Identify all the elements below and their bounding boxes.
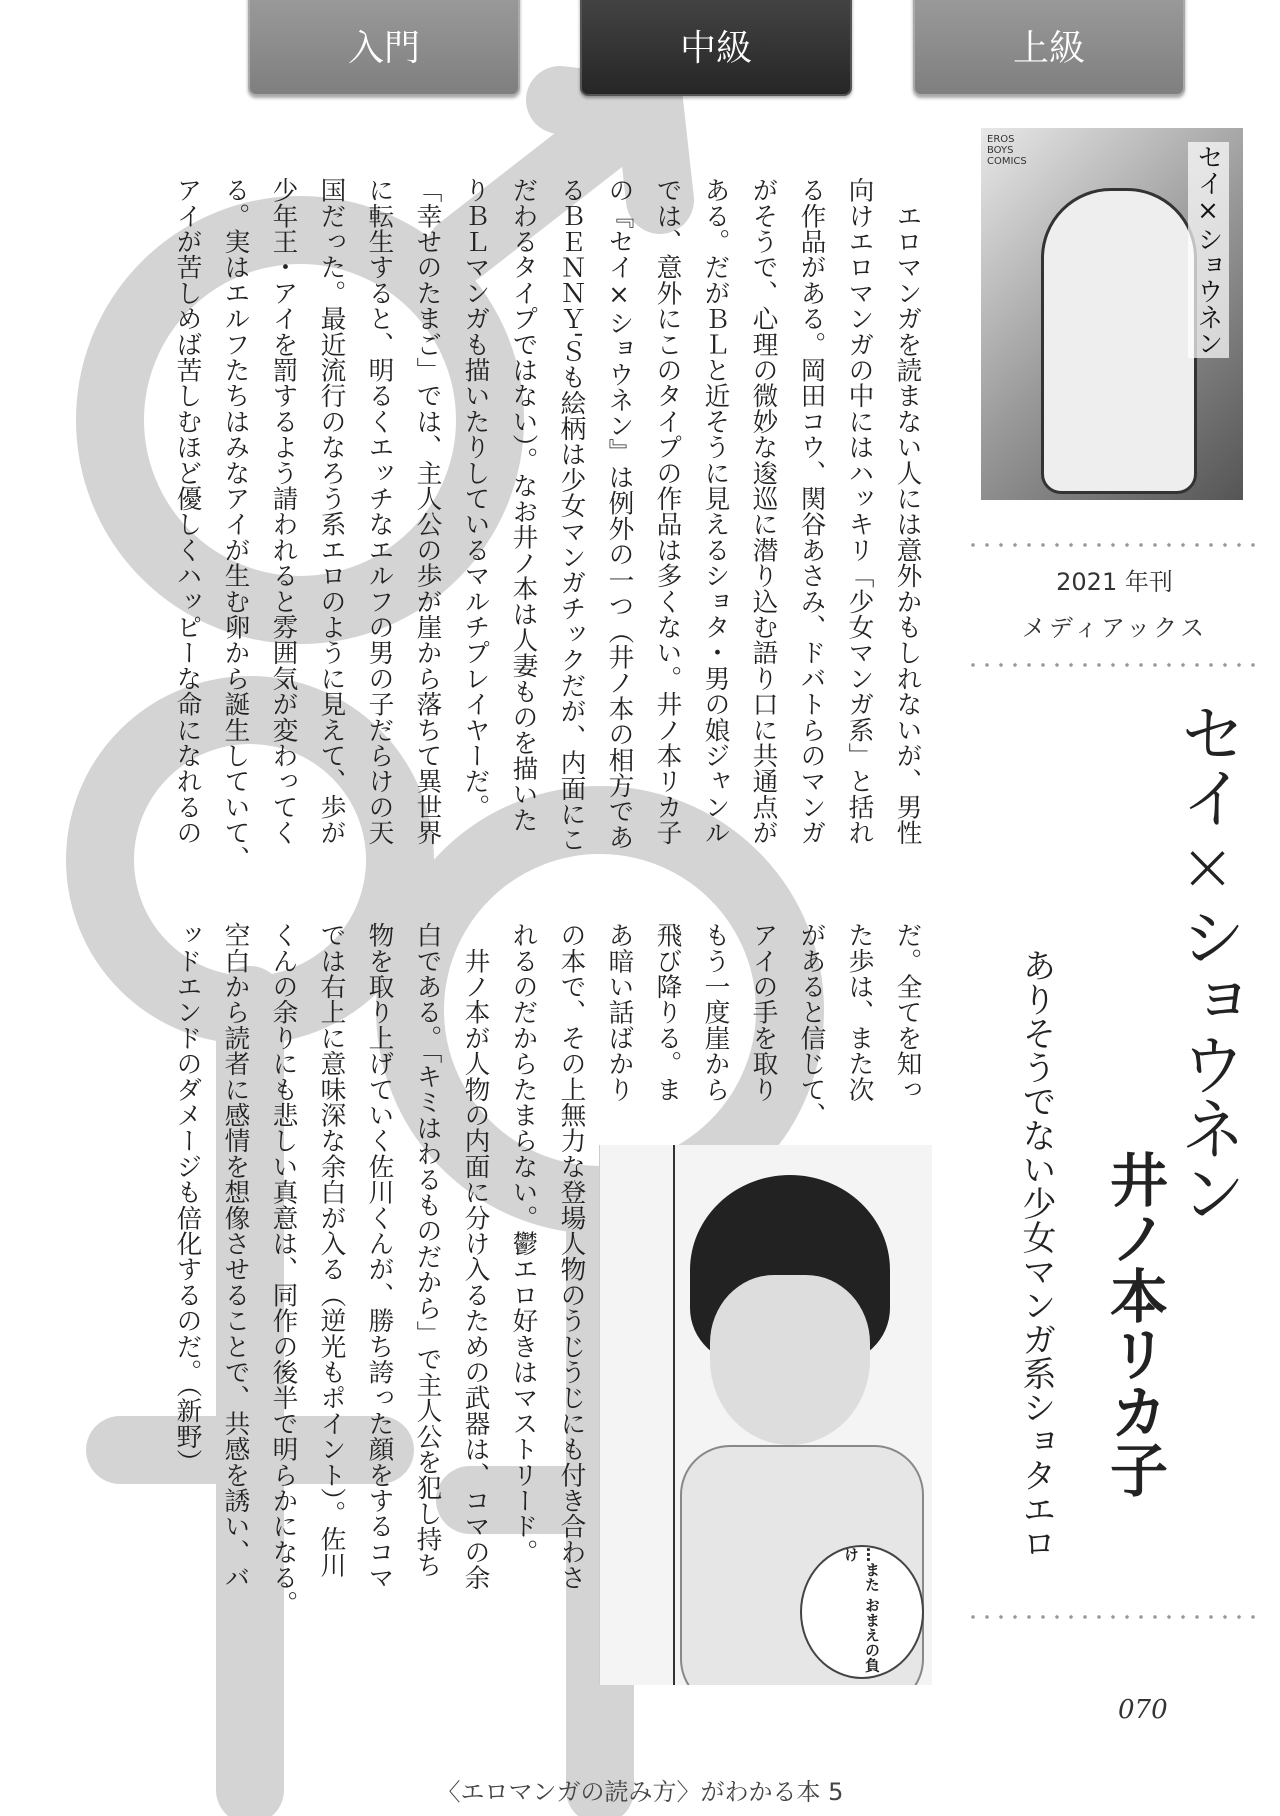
- text-column: 向けエロマンガの中にはハッキリ「少女マンガ系」と括れ: [844, 177, 874, 846]
- tab-label: 入門: [347, 27, 420, 69]
- text-column: では、意外にこのタイプの作品は多くない。井ノ本リカ子: [652, 177, 682, 846]
- dotted-divider: [966, 540, 1263, 550]
- text-column: もう一度崖から: [700, 922, 730, 1102]
- text-column: だ。全てを知っ: [892, 922, 922, 1102]
- character-face: [710, 1275, 870, 1445]
- text-column: る。実はエルフたちはみなアイが生む卵から誕生していて、: [220, 177, 250, 871]
- text-column: だわるタイプではない）。なお井ノ本は人妻ものを描いた: [508, 177, 538, 833]
- text-column: るＢＥＮＮＹ'Ｓも絵柄は少女マンガチックだが、内面にこ: [556, 177, 586, 853]
- text-column: があると信じて、: [796, 922, 826, 1128]
- text-column: 国だった。最近流行のなろう系エロのように見えて、歩が: [316, 177, 346, 846]
- cover-logo: EROS BOYS COMICS: [987, 134, 1027, 167]
- tab-advanced[interactable]: [913, 0, 1185, 96]
- publish-year: 2021 年刊: [1056, 568, 1173, 596]
- text-column: では右上に意味深な余白が入る（逆光もポイント）。佐川: [316, 922, 346, 1578]
- book-subtitle: ありそうでない少女マンガ系ショタエロ: [1016, 948, 1056, 1560]
- text-column: アイの手を取り: [748, 922, 778, 1102]
- text-column: あ暗い話ばかり: [604, 922, 634, 1102]
- text-column: 「幸せのたまご」では、主人公の歩が崖から落ちて異世界: [412, 177, 442, 846]
- text-column: アイが苦しめば苦しむほど優しくハッピーな命になれるの: [172, 177, 202, 846]
- text-column: エロマンガを読まない人には意外かもしれないが、男性: [892, 177, 922, 846]
- text-column: る作品がある。岡田コウ、関谷あさみ、ドバトらのマンガ: [796, 177, 826, 846]
- tab-beginner[interactable]: [248, 0, 520, 96]
- page-number: 070: [1118, 1695, 1168, 1725]
- article-text-top: [161, 177, 931, 871]
- text-column: に転生すると、明るくエッチなエルフの男の子だらけの天: [364, 177, 394, 846]
- running-footer: 〈エロマンガの読み方〉がわかる本 5: [436, 1778, 844, 1806]
- text-column: がそうで、心理の微妙な逡巡に潜り込む語り口に共通点が: [748, 177, 778, 846]
- dotted-divider: [966, 660, 1263, 670]
- text-column: の本で、その上無力な登場人物のうじうじにも付き合わさ: [556, 922, 586, 1591]
- text-column: 井ノ本が人物の内面に分け入るための武器は、コマの余: [460, 922, 490, 1591]
- book-title: セイ×ショウネン: [1169, 700, 1246, 1223]
- text-column: れるのだからたまらない。鬱エロ好きはマストリード。: [508, 922, 538, 1565]
- text-column: ある。だがＢＬと近そうに見えるショタ・男の娘ジャンル: [700, 177, 730, 846]
- manga-panel-image: [599, 1145, 932, 1685]
- dotted-divider: [966, 1612, 1263, 1622]
- text-column: ッドエンドのダメージも倍化するのだ。（新野）: [172, 922, 202, 1475]
- text-column: た歩は、また次: [844, 922, 874, 1102]
- text-column: 飛び降りる。ま: [652, 922, 682, 1102]
- text-column: 少年王・アイを罰するよう請われると雰囲気が変わってく: [268, 177, 298, 846]
- text-column: の『セイ×ショウネン』は例外の一つ（井ノ本の相方であ: [604, 177, 634, 850]
- text-column: 物を取り上げていく佐川くんが、勝ち誇った顔をするコマ: [364, 922, 394, 1591]
- cover-title: セイ×ショウネン: [1188, 142, 1229, 358]
- text-column: りＢＬマンガも描いたりしているマルチプレイヤーだ。: [460, 177, 490, 820]
- tab-intermediate[interactable]: [580, 0, 852, 96]
- publisher: メディアックス: [1021, 614, 1208, 642]
- tab-label: 上級: [1012, 27, 1085, 69]
- book-cover-image: [981, 128, 1243, 500]
- book-author: 井ノ本リカ子: [1100, 1150, 1168, 1498]
- tab-label: 中級: [679, 27, 752, 69]
- panel-border: [673, 1145, 675, 1685]
- speech-bubble: …また おまえの負け: [800, 1545, 924, 1679]
- text-column: 空白から読者に感情を想像させることで、共感を誘い、バ: [220, 922, 250, 1591]
- text-column: 白である。「キミはわるものだから」で主人公を犯し持ち: [412, 922, 442, 1578]
- text-column: くんの余りにも悲しい真意は、同作の後半で明らかになる。: [268, 922, 298, 1616]
- cover-figure: [1041, 188, 1197, 494]
